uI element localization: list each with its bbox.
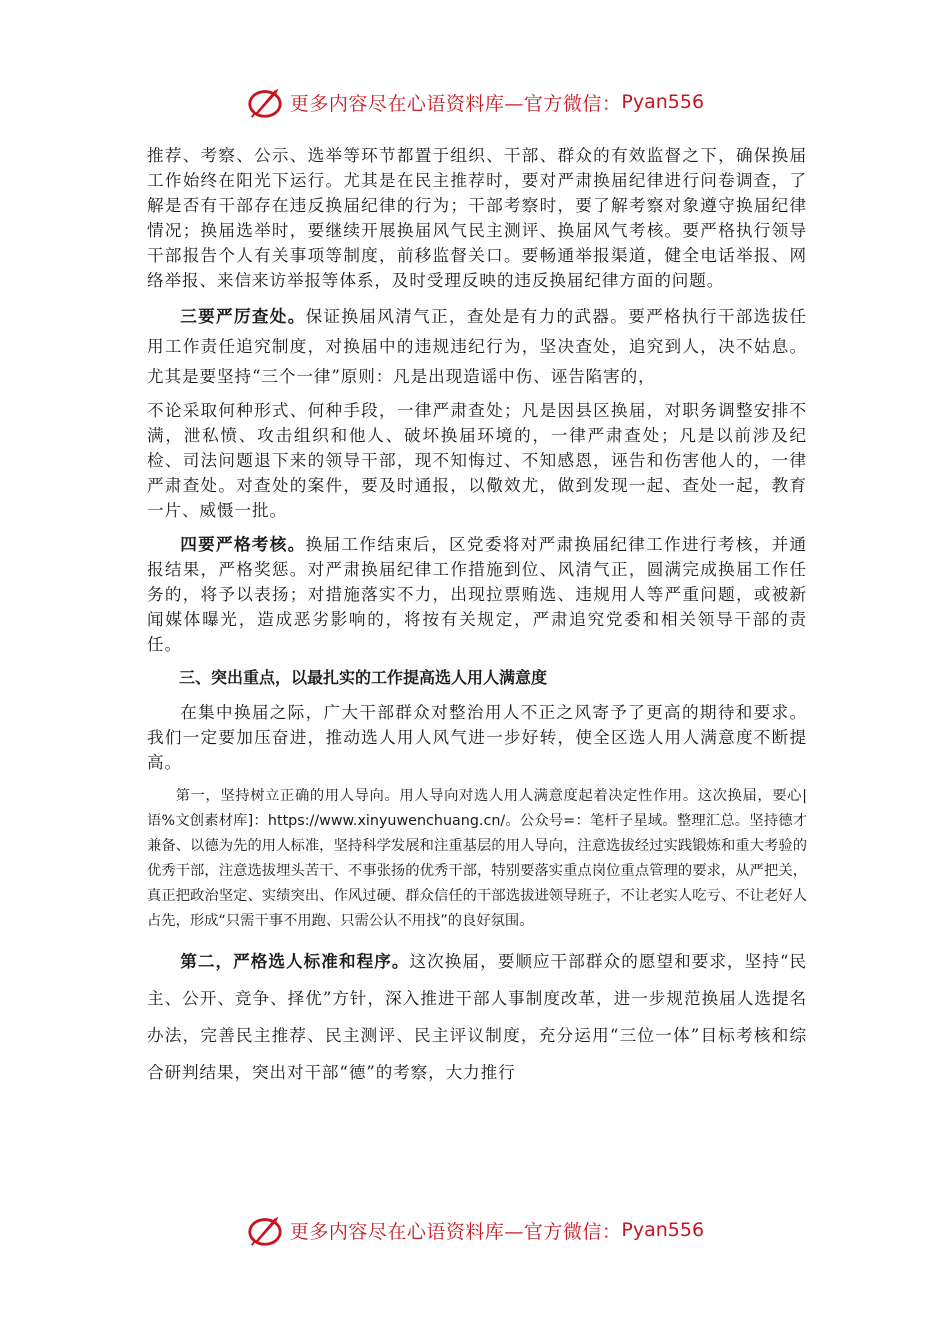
- paragraph-intro-satisfaction: 在集中换届之际，广大干部群众对整治用人不正之风寄予了更高的期待和要求。我们一定要加压奋进，推动选人用人风气进一步好转，使全区选人用人满意度不断提高。: [147, 703, 807, 772]
- paragraph-text: 这次换届，要顺应干部群众的愿望和要求，坚持“民主、公开、竞争、择优”方针，深入推进干部人事制度改革，进一步规范换届人选提名办法，完善民主推荐、民主测评、民主评议制度，充分运用“三位一体”目标考核和综合研判结果，突出对干部“德”的考察，大力推行: [147, 952, 807, 1082]
- paragraph-supervision: 推荐、考察、公示、选举等环节都置于组织、干部、群众的有效监督之下，确保换届工作始终在阳光下运行。尤其是在民主推荐时，要对严肃换届纪律进行问卷调查，了解是否有干部存在违反换届纪律的行为；干部考察时，要了解考察对象遵守换届纪律情况；换届选举时，要继续开展换届风气民主测评、换届风气考核。要严格执行领导干部报告个人有关事项等制度，前移监督关口。要畅通举报渠道，健全电话举报、网络举报、来信来访举报等体系，及时受理反映的违反换届纪律方面的问题。: [147, 146, 807, 290]
- paragraph-strict-assessment: [147, 532, 807, 657]
- header-text: 更多内容尽在心语资料库—官方微信：: [289, 92, 622, 115]
- header-banner: [0, 82, 950, 122]
- document-body: [147, 143, 807, 1100]
- paragraph-text: 保证换届风清气正，查处是有力的武器。要严格执行干部选拔任用工作责任追究制度，对换届中的违规违纪行为，坚决查处，追究到人，决不姑息。尤其是要坚持“三个一律”原则：凡是出现造谣中伤、诬告陷害的，: [147, 307, 807, 386]
- paragraph-three-principles: 不论采取何种形式、何种手段，一律严肃查处；凡是因县区换届，对职务调整安排不满，泄私愤、攻击组织和他人、破坏换届环境的，一律严肃查处；凡是以前涉及纪检、司法问题退下来的领导干部，现不知悔过、不知感恩，诬告和伤害他人的，一律严肃查处。对查处的案件，要及时通报，以儆效尤，做到发现一起、查处一起，教育一片、威慑一批。: [147, 401, 807, 520]
- footer-wechat-handle: Pyan556: [621, 1219, 705, 1241]
- paragraph-correct-orientation: 第一，坚持树立正确的用人导向。用人导向对选人用人满意度起着决定性作用。这次换届，要心|语%文创素材库]：https://www.xinyuwenchuang.cn/。公众号=：笔杆子星域。整理汇总。坚持德才兼备、以德为先的用人标准，坚持科学发展和注重基层的用人导向，注意选拔经过实践锻炼和重大考验的优秀干部，注意选拔埋头苦干、不事张扬的优秀干部，特别要落实重点岗位重点管理的要求，从严把关，真正把政治坚定、实绩突出、作风过硬、群众信任的干部选拔进领导班子，不让老实人吃亏、不让老好人占先，形成“只需干事不用跑、只需公认不用找”的良好氛围。: [147, 788, 807, 929]
- paragraph-lead: 第二，严格选人标准和程序。: [180, 951, 410, 971]
- quill-pen-logo-icon: [246, 83, 284, 121]
- paragraph-text: 换届工作结束后，区党委将对严肃换届纪律工作进行考核，并通报结果，严格奖惩。对严肃换届纪律工作措施到位、风清气正，圆满完成换届工作任务的，将予以表扬；对措施落实不力，出现拉票贿选、违规用人等严重问题，或被新闻媒体曝光，造成恶劣影响的，将按有关规定，严肃追究党委和相关领导干部的责任。: [147, 535, 807, 654]
- footer-text: 更多内容尽在心语资料库—官方微信：: [289, 1220, 622, 1243]
- header-wechat-handle: Pyan556: [621, 91, 705, 113]
- footer-banner: [0, 1210, 950, 1250]
- paragraph-lead: 四要严格考核。: [180, 534, 306, 554]
- paragraph-strict-investigation: [147, 302, 807, 392]
- paragraph-lead: 三要严厉查处。: [180, 306, 306, 326]
- section-heading-3: 三、突出重点，以最扎实的工作提高选人用人满意度: [179, 668, 548, 687]
- quill-pen-logo-icon: [246, 1211, 284, 1249]
- paragraph-strict-standards: [147, 943, 807, 1091]
